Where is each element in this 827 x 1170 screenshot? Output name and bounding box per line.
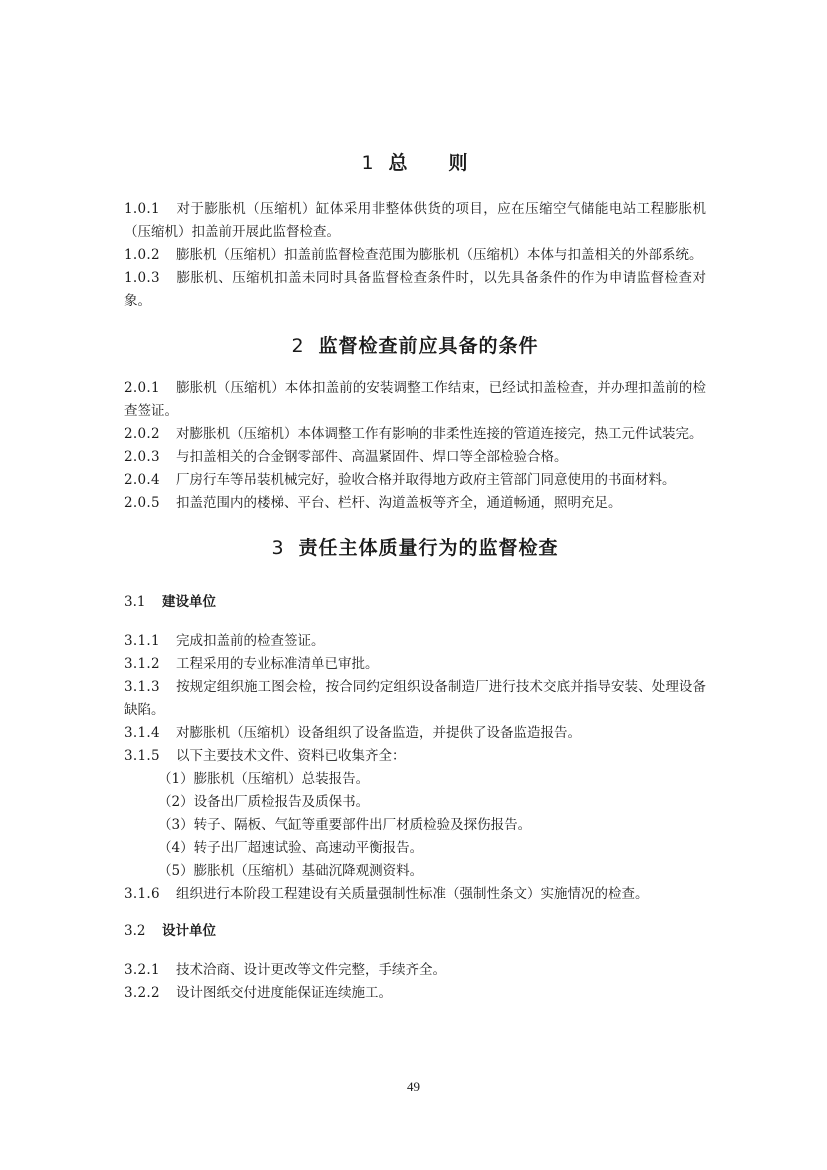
clause-number: 2.0.1 <box>124 380 160 396</box>
page-number: 49 <box>407 1079 420 1094</box>
clause-2-0-5 <box>124 492 706 515</box>
list-item: （2）设备出厂质检报告及质保书。 <box>158 794 370 810</box>
clause-text: 膨胀机、压缩机扣盖未同时具备监督检查条件时，以先具备条件的作为申请监督检查对象。 <box>124 270 706 309</box>
clause-3-2-2 <box>124 982 706 1005</box>
clause-2-0-1 <box>124 377 706 423</box>
chapter-title: 责任主体质量行为的监督检查 <box>298 537 559 559</box>
clause-text: 对膨胀机（压缩机）本体调整工作有影响的非柔性连接的管道连接完，热工元件试装完。 <box>176 426 703 442</box>
clause-number: 3.1.4 <box>124 725 160 741</box>
clause-number: 3.1.1 <box>124 633 160 649</box>
clause-text: 膨胀机（压缩机）本体扣盖前的安装调整工作结束，已经试扣盖检查，并办理扣盖前的检查签证。 <box>124 380 706 419</box>
clause-2-0-4 <box>124 469 706 492</box>
clause-number: 3.1.2 <box>124 656 160 672</box>
section-3-1-heading <box>124 591 706 614</box>
clause-text: 设计图纸交付进度能保证连续施工。 <box>176 985 392 1001</box>
chapter-title: 监督检查前应具备的条件 <box>318 335 539 357</box>
clause-text: 工程采用的专业标准清单已审批。 <box>176 656 379 672</box>
section-3-2-heading <box>124 920 706 943</box>
chapter-2-heading <box>124 333 706 359</box>
list-item: （1）膨胀机（压缩机）总装报告。 <box>158 771 370 787</box>
clause-2-0-2 <box>124 423 706 446</box>
chapter-number: 1 <box>361 152 375 174</box>
clause-number: 1.0.2 <box>124 247 160 263</box>
section-title: 设计单位 <box>162 923 216 939</box>
section-number: 3.1 <box>124 594 146 610</box>
clause-text: 组织进行本阶段工程建设有关质量强制性标准（强制性条文）实施情况的检查。 <box>176 886 649 902</box>
clause-number: 3.2.2 <box>124 985 160 1001</box>
clause-text: 按规定组织施工图会检，按合同约定组织设备制造厂进行技术交底并指导安装、处理设备缺陷。 <box>124 679 706 718</box>
clause-3-1-5 <box>124 745 706 768</box>
section-number: 3.2 <box>124 923 146 939</box>
clause-3-1-3 <box>124 676 706 722</box>
clause-text: 厂房行车等吊装机械完好，验收合格并取得地方政府主管部门同意使用的书面材料。 <box>176 472 676 488</box>
clause-3-1-6 <box>124 883 706 906</box>
chapter-3-heading <box>124 535 706 561</box>
clause-3-1-4 <box>124 722 706 745</box>
clause-number: 3.1.3 <box>124 679 160 695</box>
chapter-number: 3 <box>271 537 285 559</box>
clause-number: 1.0.3 <box>124 270 160 286</box>
clause-number: 3.1.5 <box>124 748 160 764</box>
clause-number: 2.0.4 <box>124 472 160 488</box>
clause-3-2-1 <box>124 959 706 982</box>
clause-2-0-3 <box>124 446 706 469</box>
clause-number: 2.0.2 <box>124 426 160 442</box>
clause-text: 对膨胀机（压缩机）设备组织了设备监造，并提供了设备监造报告。 <box>176 725 581 741</box>
clause-number: 1.0.1 <box>124 201 160 217</box>
list-item: （3）转子、隔板、气缸等重要部件出厂材质检验及探伤报告。 <box>158 817 532 833</box>
clause-number: 2.0.3 <box>124 449 160 465</box>
clause-text: 扣盖范围内的楼梯、平台、栏杆、沟道盖板等齐全，通道畅通，照明充足。 <box>176 495 622 511</box>
clause-number: 2.0.5 <box>124 495 160 511</box>
list-item: （5）膨胀机（压缩机）基础沉降观测资料。 <box>158 863 424 879</box>
list-item: （4）转子出厂超速试验、高速动平衡报告。 <box>158 840 424 856</box>
section-title: 建设单位 <box>162 594 216 610</box>
clause-1-0-1 <box>124 198 706 244</box>
clause-number: 3.1.6 <box>124 886 160 902</box>
page-content <box>124 150 706 1005</box>
chapter-1-heading <box>124 150 706 176</box>
chapter-title: 总 则 <box>388 152 469 174</box>
clause-text: 完成扣盖前的检查签证。 <box>176 633 325 649</box>
clause-text: 膨胀机（压缩机）扣盖前监督检查范围为膨胀机（压缩机）本体与扣盖相关的外部系统。 <box>176 247 703 263</box>
clause-text: 技术洽商、设计更改等文件完整，手续齐全。 <box>176 962 446 978</box>
clause-1-0-2 <box>124 244 706 267</box>
clause-text: 以下主要技术文件、资料已收集齐全： <box>176 748 406 764</box>
clause-text: 与扣盖相关的合金钢零部件、高温紧固件、焊口等全部检验合格。 <box>176 449 568 465</box>
clause-1-0-3 <box>124 267 706 313</box>
clause-text: 对于膨胀机（压缩机）缸体采用非整体供货的项目，应在压缩空气储能电站工程膨胀机（压缩机）扣盖前开展此监督检查。 <box>124 201 706 240</box>
clause-number: 3.2.1 <box>124 962 160 978</box>
chapter-number: 2 <box>291 335 305 357</box>
clause-3-1-1 <box>124 630 706 653</box>
clause-3-1-2 <box>124 653 706 676</box>
